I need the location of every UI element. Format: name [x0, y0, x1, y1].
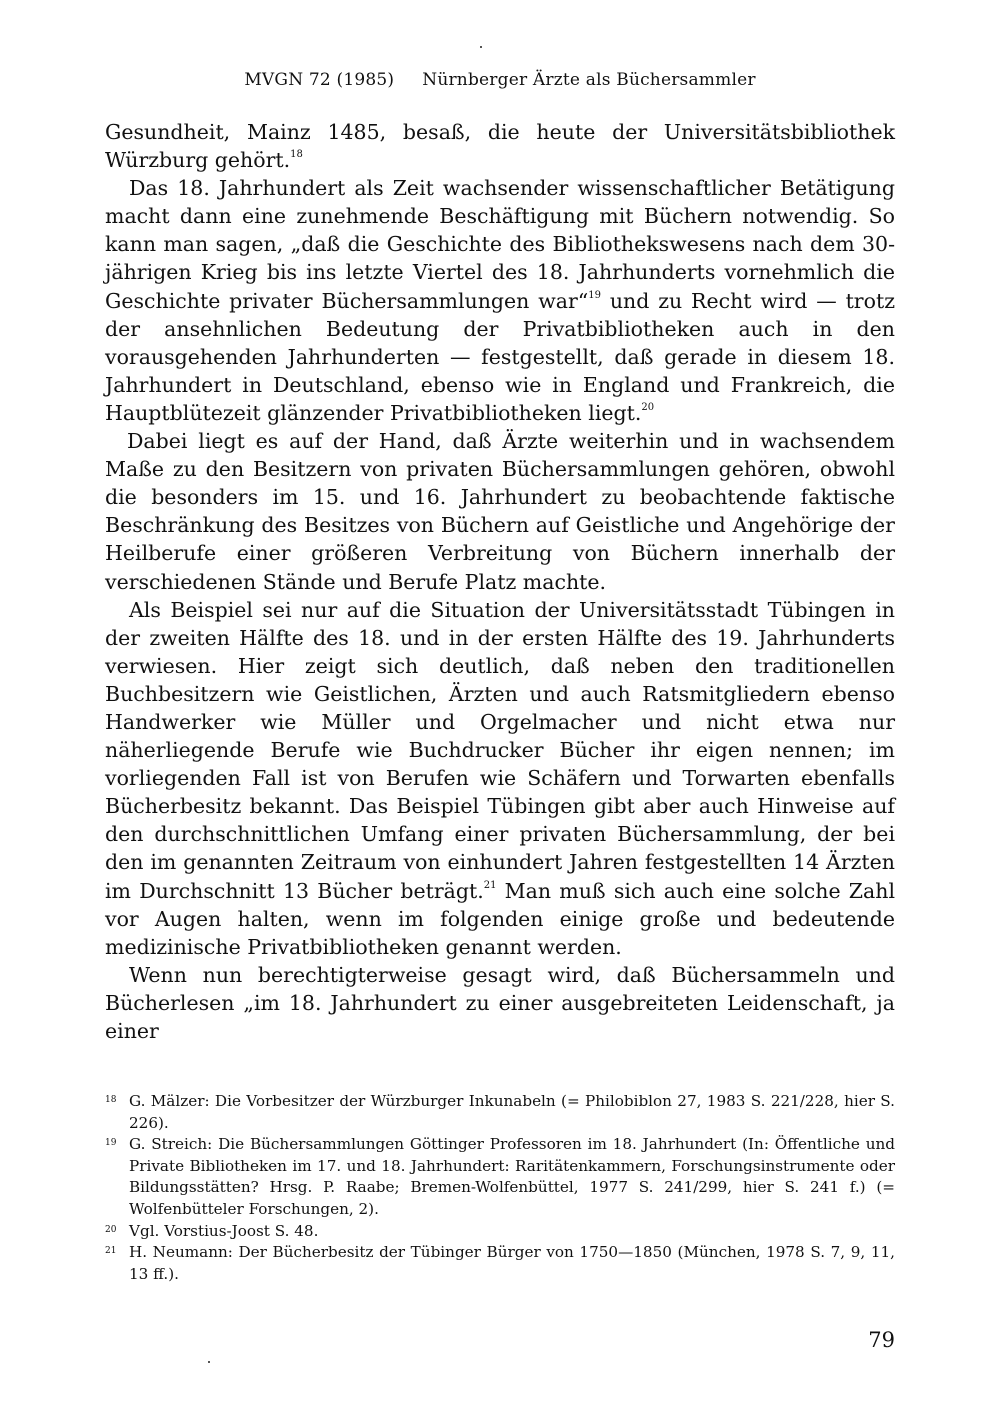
footnote-text: H. Neumann: Der Bücherbesitz der Tübinger Bürger von 1750—1850 (München, 1978 S. 7, 9, 11, 13 ff.). — [129, 1243, 895, 1283]
footnote-text: Vgl. Vorstius-Joost S. 48. — [129, 1221, 319, 1240]
footnote-ref: 19 — [588, 289, 601, 301]
main-text — [105, 118, 895, 1045]
footnote — [105, 1242, 895, 1285]
scan-speck — [208, 1361, 210, 1363]
footnote — [105, 1221, 895, 1243]
footnote — [105, 1091, 895, 1134]
footnote-ref: 20 — [641, 402, 655, 414]
footnote-number: 20 — [105, 1224, 117, 1235]
footnote-number: 18 — [105, 1095, 117, 1105]
journal-reference: MVGN 72 (1985) — [244, 70, 395, 90]
footnote-number: 19 — [105, 1138, 117, 1149]
footnotes — [105, 1091, 895, 1285]
running-header — [105, 70, 895, 90]
page-number: 79 — [868, 1328, 895, 1352]
footnote-text: G. Mälzer: Die Vorbesitzer der Würzburger Inkunabeln (= Philobiblon 27, 1983 S. 221/228, hier S. 226). — [129, 1092, 895, 1132]
article-title: Nürnberger Ärzte als Büchersammler — [422, 70, 756, 90]
footnote-text: G. Streich: Die Büchersammlungen Göttinger Professoren im 18. Jahrhundert (In: Öffentliche und Private Bibliotheken im 17. und 18. Jahrhundert: Raritätenkammern, Forschungsinstrumente oder Bildungsstätten? Hrsg. P. Raabe; Bremen-Wolfenbüttel, 1977 S. 241/299, hier S. 241 f.) (= Wolfenbütteler Forschungen, 2). — [129, 1135, 895, 1218]
footnote-ref: 18 — [290, 149, 303, 161]
paragraph: Das 18. Jahrhundert als Zeit wachsender wissenschaftlicher Betätigung macht dann eine zunehmende Beschäftigung mit Büchern notwendig. So kann man sagen, „daß die Geschichte des Bibliothekswesens nach dem 30-jährigen Krieg bis ins letzte Viertel des 18. Jahrhunderts vornehmlich die Geschichte privater Büchersammlungen war“$^{19}$ und zu Recht wird — trotz der ansehnlichen Bedeutung der Privatbibliotheken auch in den vorausgehenden Jahrhunderten — festgestellt, daß gerade in diesem 18. Jahrhundert in Deutschland, ebenso wie in England und Frankreich, die Hauptblütezeit glänzender Privatbibliotheken liegt.$^{20}$ — [105, 176, 895, 425]
footnote-number: 21 — [105, 1246, 117, 1257]
paragraph: Wenn nun berechtigterweise gesagt wird, daß Büchersammeln und Bücherlesen „im 18. Jahrhundert zu einer ausgebreiteten Leidenschaft, ja einer — [105, 962, 895, 1043]
footnote — [105, 1134, 895, 1220]
paragraph: Dabei liegt es auf der Hand, daß Ärzte weiterhin und in wachsendem Maße zu den Besitzern von privaten Büchersammlungen gehören, obwohl die besonders im 15. und 16. Jahrhundert zu beobachtende faktische Beschränkung des Besitzes von Büchern auf Geistliche und Angehörige der Heilberufe einer größeren Verbreitung von Büchern innerhalb der verschiedenen Stände und Berufe Platz machte. — [105, 429, 895, 594]
scan-speck — [480, 46, 482, 48]
paragraph: Gesundheit, Mainz 1485, besaß, die heute der Universitätsbibliothek Würzburg gehört.$^{18}$ — [105, 120, 895, 173]
paragraph: Als Beispiel sei nur auf die Situation der Universitätsstadt Tübingen in der zweiten Hälfte des 18. und in der ersten Hälfte des 19. Jahrhunderts verwiesen. Hier zeigt sich deutlich, daß neben den traditionellen Buchbesitzern wie Geistlichen, Ärzten und auch Ratsmitgliedern ebenso Handwerker wie Müller und Orgelmacher und nicht etwa nur näherliegende Berufe wie Buchdrucker Bücher ihr eigen nennen; im vorliegenden Fall ist von Berufen wie Schäfern und Torwarten ebenfalls Bücherbesitz bekannt. Das Beispiel Tübingen gibt aber auch Hinweise auf den durchschnittlichen Umfang einer privaten Büchersammlung, der bei den im genannten Zeitraum von einhundert Jahren festgestellten 14 Ärzten im Durchschnitt 13 Bücher beträgt.$^{21}$ Man muß sich auch eine solche Zahl vor Augen halten, wenn im folgenden einige große und bedeutende medizinische Privatbibliotheken genannt werden. — [105, 597, 895, 959]
footnote-ref: 21 — [483, 879, 497, 891]
